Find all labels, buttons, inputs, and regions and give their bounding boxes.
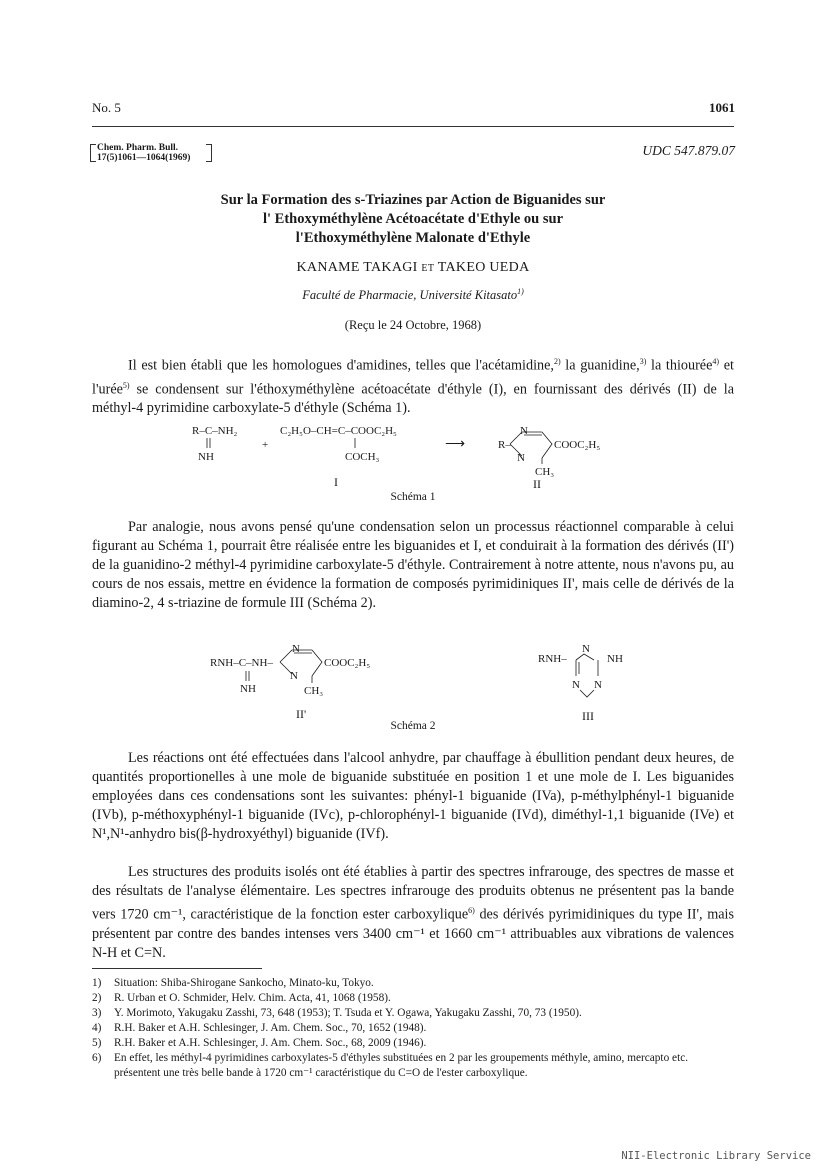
scheme-2-caption: Schéma 2 xyxy=(390,720,436,732)
footnote-text: R.H. Baker et A.H. Schlesinger, J. Am. Chem. Soc., 68, 2009 (1946). xyxy=(114,1037,427,1049)
s2-label-iii: III xyxy=(582,709,594,723)
p1-text-a: Il est bien établi que les homologues d'amidines, telles que l'acétamidine, xyxy=(128,357,554,374)
s2-right-nh: NH xyxy=(607,653,623,665)
footnotes xyxy=(92,976,734,1081)
s2-left-ch3: CH₃ xyxy=(304,685,324,697)
s1-arrow: ⟶ xyxy=(445,437,466,452)
footnote-number: 6) xyxy=(92,1052,102,1064)
library-footer: NII-Electronic Library Service xyxy=(621,1150,811,1162)
page-number: 1061 xyxy=(709,100,735,115)
footnote-4 xyxy=(92,1021,734,1036)
p4-text-a: Les structures des produits isolés ont été établies à partir des spectres infrarouge, des spectres de masse et des résultats de l'analyse élémentaire. Les spectres infrarouge des produits obtenus ne présentent pas la bande vers 1720 cm⁻¹, caractéristique de la fonction ester carboxylique xyxy=(92,864,734,923)
affiliation-ref: 1) xyxy=(517,287,524,296)
s1-reactant2-top: C₂H₅O–CH=C–COOC₂H₅ xyxy=(280,425,397,437)
p1-text-c: la thiourée xyxy=(646,357,713,374)
s2-left-n1: N xyxy=(292,643,300,655)
s1-label-ii: II xyxy=(533,477,541,491)
footnote-2 xyxy=(92,991,734,1006)
s2-left-ester: COOC₂H₅ xyxy=(324,657,371,669)
header-rule xyxy=(92,126,734,127)
footnote-6 xyxy=(92,1051,734,1081)
s1-reactant1-bottom: NH xyxy=(198,451,214,463)
footnote-1 xyxy=(92,976,734,991)
s2-right-n-right: N xyxy=(594,679,602,691)
ref-2: 2) xyxy=(553,357,561,366)
s2-right-n-top: N xyxy=(582,643,590,655)
s1-product-r: R– xyxy=(498,439,511,451)
s1-plus: + xyxy=(262,439,269,451)
footnote-text: Situation: Shiba-Shirogane Sankocho, Minato-ku, Tokyo. xyxy=(114,977,374,989)
s2-left-n2: N xyxy=(290,670,298,682)
footnote-number: 5) xyxy=(92,1037,102,1049)
s2-left-nh: NH xyxy=(240,683,256,695)
article-title xyxy=(92,191,734,248)
s1-product-ch3: CH₃ xyxy=(535,466,555,478)
authors: KANAME TAKAGI et TAKEO UEDA xyxy=(296,260,530,275)
title-line3: l'Ethoxyméthylène Malonate d'Ethyle xyxy=(295,230,531,246)
p4-text-b: des dérivés pyrimidiniques du type II', mais présentent par contre des bandes intenses vers 3400 cm⁻¹ et 1660 cm⁻¹ attribuables aux vibrations de valences N-H et C=N. xyxy=(92,906,734,961)
journal-issue: No. 5 xyxy=(92,100,121,115)
footnote-5 xyxy=(92,1036,734,1051)
footnote-text: R.H. Baker et A.H. Schlesinger, J. Am. Chem. Soc., 70, 1652 (1948). xyxy=(114,1022,427,1034)
s1-reactant1-top: R–C–NH₂ xyxy=(192,425,238,437)
citation-line2: 17(5)1061—1064(1969) xyxy=(97,153,191,163)
received-date: (Reçu le 24 Octobre, 1968) xyxy=(344,318,482,332)
udc-code: UDC 547.879.07 xyxy=(642,143,735,158)
s1-product-ester: COOC₂H₅ xyxy=(554,439,601,451)
p1-text-e: se condensent sur l'éthoxyméthylène acétoacétate d'éthyle (I), en fournissant des dérivés (II) de la méthyl-4 pyrimidine carboxylate-5 d'éthyle (Schéma 1). xyxy=(92,381,734,417)
footnote-text: Y. Morimoto, Yakugaku Zasshi, 73, 648 (1953); T. Tsuda et Y. Ogawa, Yakugaku Zasshi, 70, 73 (1950). xyxy=(114,1007,582,1019)
ref-4: 4) xyxy=(712,357,720,366)
scheme-2 xyxy=(200,640,660,730)
footnote-number: 3) xyxy=(92,1007,102,1019)
s2-right-n-left: N xyxy=(572,679,580,691)
p1-text-b: la guanidine, xyxy=(560,357,640,374)
footnote-3 xyxy=(92,1006,734,1021)
paragraph-2 xyxy=(92,518,734,613)
ref-6: 6) xyxy=(468,906,475,915)
s1-product-n2: N xyxy=(517,452,525,464)
paragraph-3 xyxy=(92,749,734,844)
citation-bracket-left xyxy=(90,144,96,162)
ref-5: 5) xyxy=(122,380,130,390)
title-line1: Sur la Formation des s-Triazines par Action de Biguanides sur xyxy=(220,192,606,208)
s1-reactant2-bottom: COCH₃ xyxy=(345,451,380,463)
paragraph-1 xyxy=(92,352,734,418)
ref-3: 3) xyxy=(639,357,647,366)
footnote-number: 4) xyxy=(92,1022,102,1034)
footnote-number: 1) xyxy=(92,977,102,989)
scheme-1-caption: Schéma 1 xyxy=(390,491,436,503)
s2-right-rnh: RNH– xyxy=(538,653,567,665)
footnote-rule xyxy=(92,968,262,969)
p3-text: Les réactions ont été effectuées dans l'alcool anhydre, par chauffage à ébullition pendant deux heures, de quantités proportionelles à une mole de biguanide substituée en position 1 et une mole de I. Les biguanides employées dans ces condensations sont les suivantes: phényl-1 biguanide (IVa), p-méthylphényl-1 biguanide (IVb), p-méthoxyphényl-1 biguanide (IVc), p-chlorophényl-1 biguanide (IVd), diméthyl-1,1 biguanide (IVe) et N¹,N¹-anhydro bis(β-hydroxyéthyl) biguanide (IVf). xyxy=(92,750,734,842)
title-line2: l' Ethoxyméthylène Acétoacétate d'Ethyle ou sur xyxy=(262,211,564,227)
p1-text-d: et l'urée xyxy=(92,357,734,398)
citation-line1: Chem. Pharm. Bull. xyxy=(97,143,179,153)
s1-product-n1: N xyxy=(520,425,528,437)
affiliation-line xyxy=(92,287,734,303)
footnote-text: R. Urban et O. Schmider, Helv. Chim. Acta, 41, 1068 (1958). xyxy=(114,992,391,1004)
footnote-number: 2) xyxy=(92,992,102,1004)
affiliation: Faculté de Pharmacie, Université Kitasato xyxy=(302,288,518,303)
citation-bracket-right xyxy=(206,144,212,162)
p2-text: Par analogie, nous avons pensé qu'une condensation selon un processus réactionnel comparable à celui figurant au Schéma 1, pourrait être réalisée entre les biguanides et I, et conduirait à la formation des dérivés (II') de la guanidino-2 méthyl-4 pyrimidine carboxylate-5 d'éthyle. Contrairement à notre attente, nous n'avons pu, au cours de nos essais, mettre en évidence la formation de composés pyrimidiniques II', mais celle de dérivés de la diamino-2, 4 s-triazine de formule III (Schéma 2). xyxy=(92,519,734,611)
citation xyxy=(97,143,190,163)
s2-label-iip: II' xyxy=(296,707,307,721)
s1-label-i: I xyxy=(334,475,338,489)
footnote-text: En effet, les méthyl-4 pyrimidines carboxylates-5 d'éthyles substituées en 2 par les groupements méthyle, amino, mercapto etc. présentent une très belle bande à 1720 cm⁻¹ caractéristique du C=O de l'ester carboxylique. xyxy=(114,1052,689,1079)
s2-left-prefix: RNH–C–NH– xyxy=(210,657,273,669)
paragraph-4 xyxy=(92,863,734,963)
